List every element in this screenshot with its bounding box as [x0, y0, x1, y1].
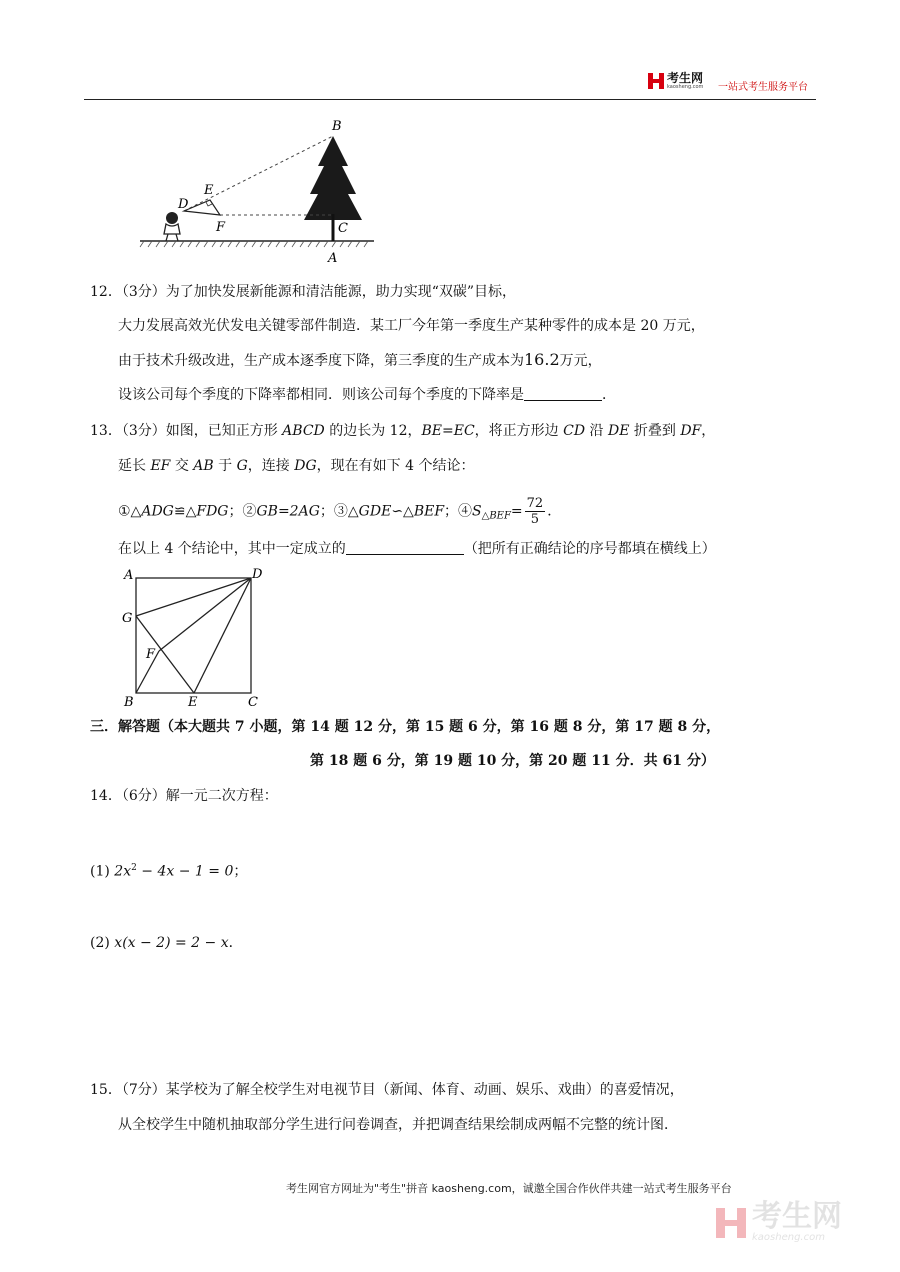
q14-p1-eq-a: 2x	[114, 863, 132, 880]
q13-DF: DF	[680, 423, 702, 439]
q14-title: 14．（6分）解一元二次方程：	[90, 788, 278, 804]
tree-label-D: D	[178, 197, 189, 212]
q13-BE-EC: BE=EC	[421, 423, 475, 439]
section3-heading-line1: 三．解答题（本大题共 7 小题，第 14 题 12 分，第 15 题 6 分，第 16 题 8 分，第 17 题 8 分，	[90, 719, 721, 735]
q14-p2-eq: x(x − 2) = 2 − x	[114, 935, 229, 951]
q13-l1-c: ，将正方形边	[474, 423, 564, 439]
q12-line3	[118, 350, 602, 371]
watermark	[716, 1199, 842, 1243]
q13-frac-num: 72	[526, 496, 544, 511]
q13-c4-S: S	[472, 503, 482, 520]
tree-label-E: E	[204, 183, 214, 198]
sq-label-C: C	[248, 695, 258, 710]
q13-l2-e: ，现在有如下 4 个结论：	[316, 458, 475, 474]
sq-label-B: B	[124, 695, 134, 710]
q13-answer-blank[interactable]	[346, 540, 464, 555]
q14-p1-label: (1)	[90, 863, 110, 880]
q12-line1: 12．（3分）为了加快发展新能源和清洁能源，助力实现“双碳”目标，	[90, 284, 517, 300]
q13-c-end: ．	[547, 503, 562, 520]
q13-l2-d: ，连接	[247, 458, 295, 474]
q13-conclusions	[118, 496, 561, 532]
q13-line2	[118, 456, 474, 476]
q13-EF: EF	[150, 458, 171, 474]
logo-domain: kaosheng.com	[667, 84, 704, 90]
logo-name: 考生网	[667, 71, 704, 85]
q13-c1-a: ①△	[118, 503, 142, 520]
q14-p1-eq-b: − 4x − 1 = 0	[136, 863, 234, 880]
tree-measurement-figure	[138, 114, 378, 266]
q12-cost-value: 16.2	[524, 350, 560, 369]
q13-l1-d: 沿	[585, 423, 608, 439]
q13-line4	[118, 539, 716, 559]
q15-line2: 从全校学生中随机抽取部分学生进行问卷调查，并把调查结果绘制成两幅不完整的统计图．	[118, 1117, 678, 1133]
sq-label-E: E	[188, 695, 198, 710]
q13-l2-a: 延长	[118, 458, 151, 474]
q14-part2	[90, 933, 243, 953]
q13-c4-sub: △BEF	[481, 510, 511, 522]
q14-part1	[90, 858, 247, 882]
tree-icon	[304, 136, 362, 220]
q13-c3-b: ∽△	[391, 503, 414, 520]
q14-p2-label: (2)	[90, 935, 110, 951]
q14-p1-end: ；	[233, 863, 248, 880]
q14-p2-end: ．	[228, 935, 243, 951]
q13-c1-c: ；②	[228, 503, 257, 520]
q13-c3-c: ；④	[444, 503, 473, 520]
q13-line1	[90, 421, 715, 441]
watermark-domain: kaosheng.com	[752, 1232, 825, 1243]
q13-l4-b: （把所有正确结论的序号都填在横线上）	[463, 541, 716, 557]
site-logo	[648, 72, 703, 90]
q15-line1: 15．（7分）某学校为了解全校学生对电视节目（新闻、体育、动画、娱乐、戏曲）的喜爱情况，	[90, 1082, 684, 1098]
q13-CD: CD	[563, 423, 586, 439]
q14-p1-sup: 2	[131, 863, 137, 873]
q12-line3-unit: 万元，	[559, 353, 602, 369]
q13-DE: DE	[607, 423, 630, 439]
q12-line2: 大力发展高效光伏发电关键零部件制造．某工厂今年第一季度生产某种零件的成本是 20 万元，	[118, 318, 705, 334]
tree-label-F: F	[216, 220, 226, 235]
tree-label-A: A	[328, 251, 338, 266]
q12-line3-text: 由于技术升级改进，生产成本逐季度下降，第三季度的生产成本为	[118, 353, 524, 369]
q12-line4	[118, 385, 616, 405]
q13-ABCD: ABCD	[282, 423, 325, 439]
sq-label-D: D	[252, 567, 263, 582]
q13-fraction	[525, 496, 546, 527]
q13-l1-e: 折叠到	[629, 423, 681, 439]
watermark-text: 考生网	[752, 1199, 842, 1234]
q13-l1-f: ，	[701, 423, 716, 439]
tree-label-C: C	[338, 221, 348, 236]
q13-c3-BEF: BEF	[413, 503, 445, 520]
square-figure	[118, 564, 268, 712]
q13-l4-a: 在以上 4 个结论中，其中一定成立的	[118, 541, 346, 557]
q13-DG: DG	[294, 458, 317, 474]
person-icon	[164, 212, 180, 241]
watermark-logo-icon	[716, 1208, 746, 1238]
q13-G: G	[236, 458, 248, 474]
section3-heading-line2: 第 18 题 6 分，第 19 题 10 分，第 20 题 11 分．共 61 分）	[310, 753, 715, 769]
q13-c4-eq: =	[510, 503, 523, 520]
logo-icon	[648, 73, 664, 89]
q13-l2-b: 交	[170, 458, 194, 474]
q13-c3-GDE: GDE	[358, 503, 392, 520]
q13-AB: AB	[193, 458, 214, 474]
q13-c2-b: ；③△	[319, 503, 359, 520]
q13-l2-c: 于	[213, 458, 237, 474]
q13-l1-a: 13．（3分）如图，已知正方形	[90, 423, 283, 439]
q12-line4-end: ．	[602, 387, 616, 403]
sq-label-A: A	[124, 568, 134, 583]
q13-frac-den: 5	[530, 512, 540, 527]
tree-label-B: B	[332, 119, 342, 134]
q13-l1-b: 的边长为 12，	[324, 423, 422, 439]
q13-c1-FDG: FDG	[196, 503, 229, 520]
q13-c1-b: ≌△	[173, 503, 197, 520]
sq-label-F: F	[146, 647, 156, 662]
header-slogan: 一站式考生服务平台	[718, 82, 808, 93]
footer-text: 考生网官方网址为"考生"拼音 kaosheng.com，诚邀全国合作伙伴共建一站式考生服务平台	[286, 1182, 732, 1195]
q12-line4-text: 设该公司每个季度的下降率都相同．则该公司每个季度的下降率是	[118, 387, 524, 403]
header-divider	[84, 99, 816, 100]
sq-label-G: G	[122, 611, 133, 626]
q13-c2: GB=2AG	[256, 503, 320, 520]
q12-answer-blank[interactable]	[524, 386, 602, 401]
q13-c1-ADG: ADG	[141, 503, 174, 520]
